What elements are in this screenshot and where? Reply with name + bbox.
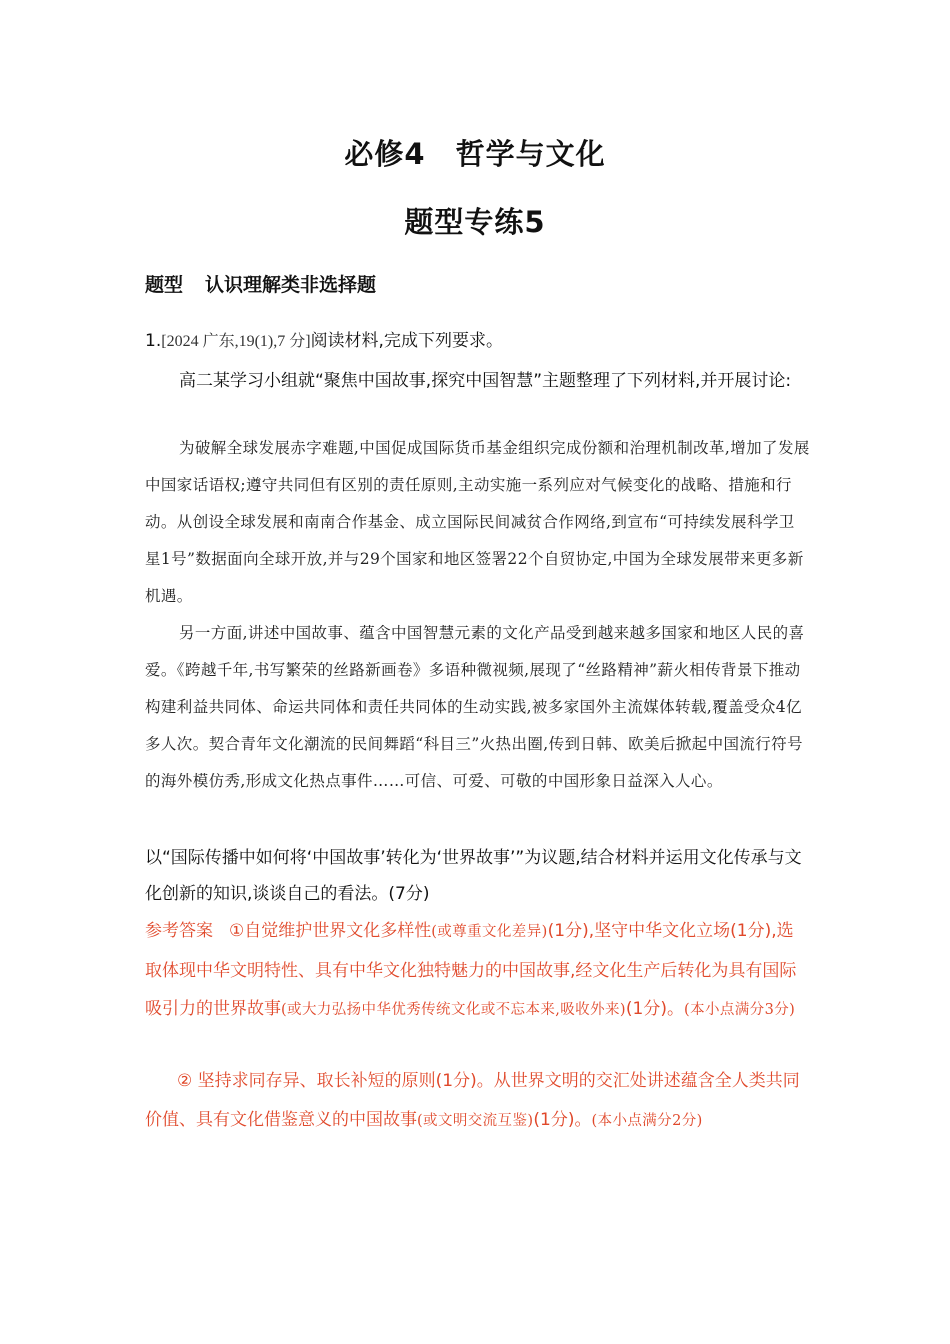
- material-paragraph-1: 为破解全球发展赤字难题,中国促成国际货币基金组织完成份额和治理机制改革,增加了发展中国家话语权;遵守共同但有区别的责任原则,主动实施一系列应对气候变化的战略、措施和行动。从创设全球发展和南南合作基金、成立国际民间减贫合作网络,到宣布“可持续发展科学卫星1号”数据面向全球开放,并与29个国家和地区签署22个自贸协定,中国为全球发展带来更多新机遇。: [145, 439, 810, 605]
- question-intro: 高二某学习小组就“聚焦中国故事,探究中国智慧”主题整理了下列材料,并开展讨论:: [179, 371, 792, 391]
- answer-text: (1分)。: [625, 999, 685, 1019]
- section-heading: [145, 270, 376, 297]
- answer-text: (1分),坚守中华文化立场(1分),选取体现中华文明特性、具有中华文化独特魅力的中国故事,经文化生产后转化为具有国际吸引力的世界故事: [145, 921, 797, 1019]
- answer-text: ①自觉维护世界文化多样性: [229, 921, 432, 941]
- question-prompt: 阅读材料,完成下列要求。: [310, 331, 503, 351]
- question-line: [145, 326, 810, 351]
- answer-score-note: (本小点满分3分): [684, 1002, 796, 1018]
- answer-score-note: (本小点满分2分): [591, 1112, 703, 1129]
- section-heading-text: 认识理解类非选择题: [205, 274, 377, 296]
- answer-text: (1分)。: [533, 1109, 592, 1130]
- answer-text: ② 坚持求同存异、取长补短的原则(1分)。从世界文明的交汇处讲述蕴含全人类共同价值、具有文化借鉴意义的中国故事: [145, 1071, 800, 1130]
- section-heading-label: 题型: [145, 274, 184, 296]
- answer-paragraph-1: [145, 912, 810, 1030]
- question-ask: 以“国际传播中如何将‘中国故事’转化为‘世界故事’”为议题,结合材料并运用文化传承与文化创新的知识,谈谈自己的看法。(7分): [145, 848, 802, 904]
- material-paragraph-2: 另一方面,讲述中国故事、蕴含中国智慧元素的文化产品受到越来越多国家和地区人民的喜爱。《跨越千年,书写繁荣的丝路新画卷》多语种微视频,展现了“丝路精神”薪火相传背景下推动构建利益共同体、命运共同体和责任共同体的生动实践,被多家国外主流媒体转载,覆盖受众4亿多人次。契合青年文化潮流的民间舞蹈“科目三”火热出圈,传到日韩、欧美后掀起中国流行符号的海外模仿秀,形成文化热点事件……可信、可爱、可敬的中国形象日益深入人心。: [145, 624, 805, 790]
- answer-paragraph-2: [145, 1062, 810, 1140]
- question-source: [2024 广东,19(1),7 分]: [161, 333, 311, 350]
- answer-label: 参考答案: [145, 921, 213, 941]
- answer-note: (或大力弘扬中华优秀传统文化或不忘本来,吸收外来): [281, 1002, 626, 1018]
- question-number: 1.: [145, 331, 162, 351]
- document-title: 必修4 哲学与文化: [344, 137, 606, 171]
- answer-note: (或尊重文化差异): [431, 924, 548, 940]
- answer-note: (或文明交流互鉴): [417, 1112, 534, 1129]
- document-subtitle: 题型专练5: [404, 205, 546, 239]
